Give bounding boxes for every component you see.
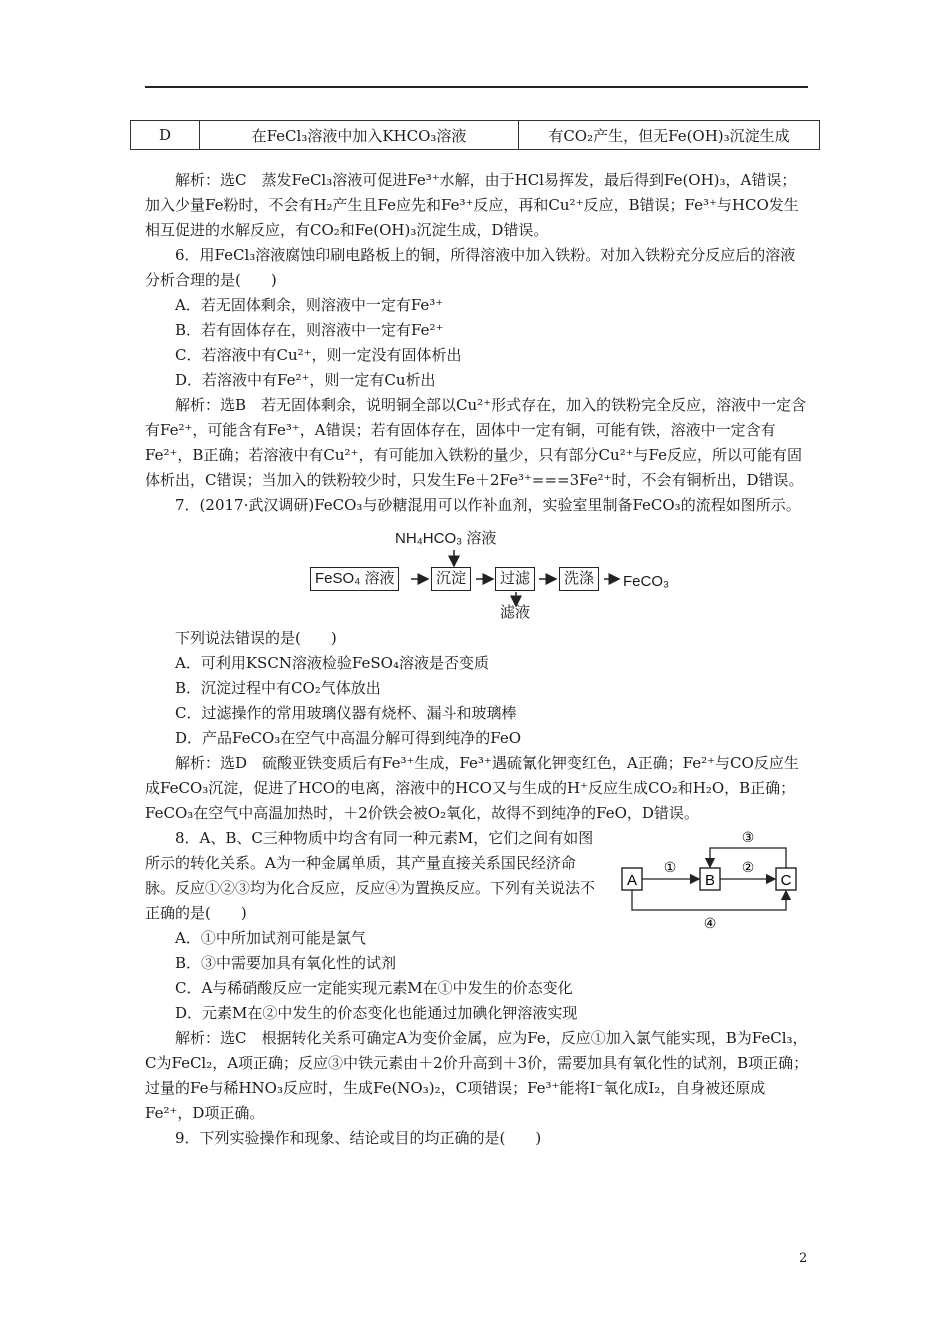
question-6-stem: 6．用FeCl₃溶液腐蚀印刷电路板上的铜，所得溶液中加入铁粉。对加入铁粉充分反应后的溶液分析合理的是( ) xyxy=(145,246,796,289)
row-operation: 在FeCl₃溶液中加入KHCO₃溶液 xyxy=(200,121,519,150)
analysis-6: 解析：选B 若无固体剩余，说明铜全部以Cu²⁺形式存在，加入的铁粉完全反应，溶液中一定含有Fe²⁺，可能含有Fe³⁺，A错误；若有固体存在，固体中一定有铜，可能有铁，溶液中一定含有Fe²⁺，B正确；若溶液中有Cu²⁺，有可能加入铁粉的量少，只有部分Cu²⁺与Fe反应，所以可能有固体析出，C错误；当加入的铁粉较少时，只发生Fe＋2Fe³⁺===3Fe²⁺时，不会有铜析出，D错误。 xyxy=(145,396,807,489)
row-label: D xyxy=(131,121,200,150)
flow-step-filter: 过滤 xyxy=(495,567,535,591)
q6-option-b: B．若有固体存在，则溶液中一定有Fe²⁺ xyxy=(175,321,444,339)
label-3: ③ xyxy=(741,830,755,846)
flow-step-precipitate: 沉淀 xyxy=(431,567,471,591)
q6-option-a: A．若无固体剩余，则溶液中一定有Fe³⁺ xyxy=(175,296,444,314)
analysis-7: 解析：选D 硫酸亚铁变质后有Fe³⁺生成，Fe³⁺遇硫氰化钾变红色，A正确；Fe²⁺与CO反应生成FeCO₃沉淀，促进了HCO的电离，溶液中的HCO又与生成的H⁺反应生成CO₂和H₂O，B正确；FeCO₃在空气中高温加热时，＋2价铁会被O₂氧化，故得不到纯净的FeO，D错误。 xyxy=(145,754,799,822)
q7-option-d: D．产品FeCO₃在空气中高温分解可得到纯净的FeO xyxy=(175,729,522,747)
question-7-prompt: 下列说法错误的是( ) xyxy=(175,629,337,647)
q7-option-a: A．可利用KSCN溶液检验FeSO₄溶液是否变质 xyxy=(175,654,489,672)
conversion-diagram xyxy=(614,828,804,938)
page-content xyxy=(145,168,810,1151)
page-number: 2 xyxy=(799,1251,808,1266)
header-rule xyxy=(145,86,808,88)
row-phenomenon: 有CO₂产生，但无Fe(OH)₃沉淀生成 xyxy=(519,121,820,150)
q6-option-c: C．若溶液中有Cu²⁺，则一定没有固体析出 xyxy=(175,346,462,364)
flow-step-wash: 洗涤 xyxy=(559,567,599,591)
q8-option-c: C．A与稀硝酸反应一定能实现元素M在①中发生的价态变化 xyxy=(175,979,573,997)
node-c: C xyxy=(780,872,792,889)
q8-option-b: B．③中需要加具有氧化性的试剂 xyxy=(175,954,397,972)
flow-product: FeCO₃ xyxy=(623,573,670,590)
flowchart xyxy=(145,524,810,624)
analysis-8: 解析：选C 根据转化关系可确定A为变价金属，应为Fe，反应①加入氯气能实现，B为FeCl₃，C为FeCl₂，A项正确；反应③中铁元素由＋2价升高到＋3价，需要加具有氧化性的试剂，B项正确；过量的Fe与稀HNO₃反应时，生成Fe(NO₃)₂，C项错误；Fe³⁺能将I⁻氧化成I₂，自身被还原成Fe²⁺，D项正确。 xyxy=(145,1029,809,1122)
q7-option-b: B．沉淀过程中有CO₂气体放出 xyxy=(175,679,381,697)
question-7-stem: 7．(2017·武汉调研)FeCO₃与砂糖混用可以作补血剂，实验室里制备FeCO₃的流程如图所示。 xyxy=(175,496,801,514)
label-2: ② xyxy=(741,860,755,876)
question-9-stem: 9．下列实验操作和现象、结论或目的均正确的是( ) xyxy=(175,1129,542,1147)
analysis-5: 解析：选C 蒸发FeCl₃溶液可促进Fe³⁺水解，由于HCl易挥发，最后得到Fe(OH)₃，A错误；加入少量Fe粉时，不会有H₂产生且Fe应先和Fe³⁺反应，再和Cu²⁺反应，B错误；Fe³⁺与HCO发生相互促进的水解反应，有CO₂和Fe(OH)₃沉淀生成，D错误。 xyxy=(145,171,799,239)
answer-table xyxy=(130,120,820,150)
table-row xyxy=(131,121,820,150)
q7-option-c: C．过滤操作的常用玻璃仪器有烧杯、漏斗和玻璃棒 xyxy=(175,704,517,722)
q8-option-d: D．元素M在②中发生的价态变化也能通过加碘化钾溶液实现 xyxy=(175,1004,578,1022)
flow-start-box: FeSO₄ 溶液 xyxy=(310,567,399,591)
flow-reagent: NH₄HCO₃ 溶液 xyxy=(395,530,497,547)
flow-filtrate: 滤液 xyxy=(500,604,531,621)
q8-option-a: A．①中所加试剂可能是氯气 xyxy=(175,929,366,947)
node-a: A xyxy=(626,872,638,889)
q6-option-d: D．若溶液中有Fe²⁺，则一定有Cu析出 xyxy=(175,371,436,389)
label-4: ④ xyxy=(703,916,717,932)
question-8-stem: 8．A、B、C三种物质中均含有同一种元素M，它们之间有如图所示的转化关系。A为一种金属单质，其产量直接关系国民经济命脉。反应①②③均为化合反应，反应④为置换反应。下列有关说法不正确的是( ) xyxy=(145,829,596,922)
node-b: B xyxy=(704,872,716,889)
question-8 xyxy=(145,826,810,932)
label-1: ① xyxy=(663,860,677,876)
